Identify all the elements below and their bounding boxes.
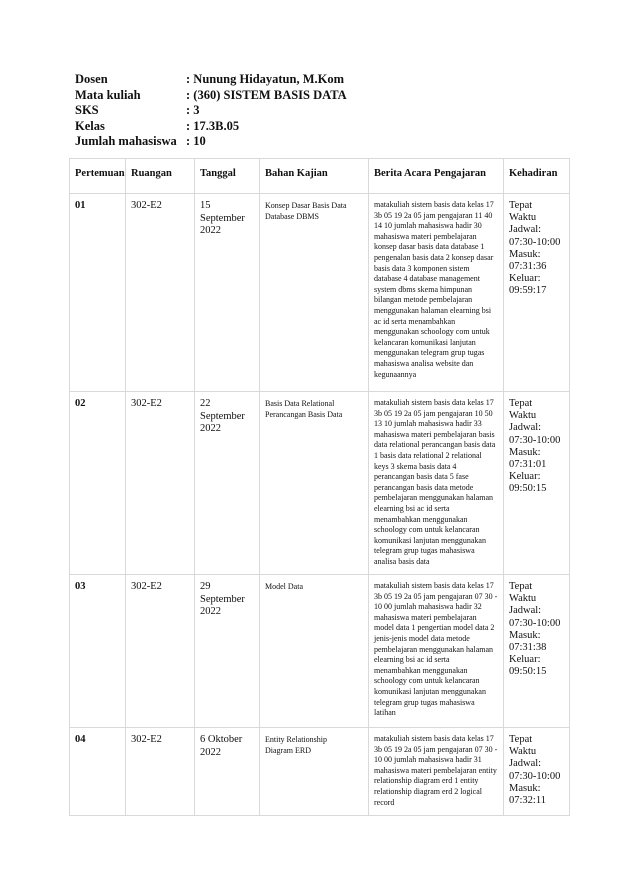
attendance-line: 07:31:38	[509, 642, 547, 654]
info-row-credits	[75, 103, 347, 119]
topic-line: Database DBMS	[265, 212, 319, 221]
info-label: Kelas	[75, 118, 105, 133]
table-header-row	[70, 159, 570, 194]
attendance-line: 09:50:15	[509, 666, 547, 678]
topic-line: Entity Relationship	[265, 735, 327, 744]
info-label: SKS	[75, 103, 99, 117]
header-room: Ruangan	[126, 159, 195, 194]
attendance-line: Masuk:	[509, 248, 541, 260]
date-cell: 22 September 2022	[195, 392, 260, 575]
attendance-line: Keluar:	[509, 654, 541, 666]
topic-line: Basis Data Relational	[265, 399, 335, 408]
info-value: : (360) SISTEM BASIS DATA	[186, 87, 347, 102]
room-cell: 302-E2	[126, 575, 195, 728]
room-cell: 302-E2	[126, 728, 195, 816]
date-cell: 15 September 2022	[195, 194, 260, 392]
info-label: Dosen	[75, 72, 108, 86]
minutes-cell: matakuliah sistem basis data kelas 17 3b 05 19 2a 05 jam pengajaran 11 40 14 10 jumlah mahasiswa hadir 30 mahasiswa materi pembelajaran konsep dasar basis data database 1 pengenalan basis data 2 konsep dasar basis data 3 komponen sistem database 4 database management system dbms skema himpunan bilangan metode pembelajaran menggunakan halaman elearning bsi ac id serta menambahkan menggunakan schoology com untuk kelancaran komunikasi lanjutan menggunakan telegram grup tugas mahasiswa analisa website dan kegunaannya	[369, 194, 504, 392]
course-info	[75, 72, 347, 150]
attendance-line: Waktu	[509, 212, 537, 224]
topic-line: Konsep Dasar Basis Data	[265, 201, 347, 210]
topic-cell	[260, 728, 369, 816]
room-cell: 302-E2	[126, 392, 195, 575]
attendance-cell	[504, 194, 570, 392]
attendance-line: Tepat	[509, 200, 533, 211]
info-row-course	[75, 88, 347, 104]
attendance-line: 07:30-10:00	[509, 770, 561, 782]
attendance-line: Waktu	[509, 410, 537, 422]
header-date: Tanggal	[195, 159, 260, 194]
info-row-class	[75, 119, 347, 135]
attendance-line: Tepat	[509, 398, 533, 409]
teaching-journal-table	[69, 158, 570, 816]
meeting-number: 03	[70, 575, 126, 728]
attendance-line: 09:59:17	[509, 285, 547, 297]
attendance-cell	[504, 575, 570, 728]
attendance-line: 09:50:15	[509, 483, 547, 495]
topic-line: Perancangan Basis Data	[265, 410, 343, 419]
table-row	[70, 728, 570, 816]
attendance-line: Jadwal:	[509, 605, 542, 617]
header-meeting: Pertemuan	[70, 159, 126, 194]
attendance-cell	[504, 728, 570, 816]
meeting-number: 04	[70, 728, 126, 816]
attendance-line: Jadwal:	[509, 224, 542, 236]
topic-cell	[260, 392, 369, 575]
attendance-line: Masuk:	[509, 629, 541, 641]
attendance-line: Keluar:	[509, 273, 541, 285]
info-row-students	[75, 134, 347, 150]
minutes-cell: matakuliah sistem basis data kelas 17 3b 05 19 2a 05 jam pengajaran 07 30 - 10 00 jumlah mahasiswa hadir 31 mahasiswa materi pembelajaran entity relationship diagram erd 1 entity relationship diagram erd 2 logical record	[369, 728, 504, 816]
info-value: : 17.3B.05	[186, 118, 240, 133]
attendance-line: Waktu	[509, 746, 537, 758]
table-row	[70, 575, 570, 728]
attendance-line: 07:32:11	[509, 795, 546, 807]
topic-line: Model Data	[265, 582, 303, 591]
attendance-line: Tepat	[509, 581, 533, 592]
info-value: : 10	[186, 134, 206, 148]
attendance-line: 07:30-10:00	[509, 236, 561, 248]
topic-cell	[260, 194, 369, 392]
date-cell: 6 Oktober 2022	[195, 728, 260, 816]
date-cell: 29 September 2022	[195, 575, 260, 728]
attendance-line: Tepat	[509, 734, 533, 745]
topic-line: Diagram ERD	[265, 746, 311, 755]
attendance-line: 07:30-10:00	[509, 434, 561, 446]
attendance-line: Jadwal:	[509, 758, 542, 770]
table-row	[70, 392, 570, 575]
meeting-number: 01	[70, 194, 126, 392]
info-label: Mata kuliah	[75, 87, 141, 102]
attendance-line: Jadwal:	[509, 422, 542, 434]
info-value: : Nunung Hidayatun, M.Kom	[186, 72, 345, 86]
table-row	[70, 194, 570, 392]
attendance-line: Masuk:	[509, 446, 541, 458]
attendance-line: Keluar:	[509, 471, 541, 483]
attendance-line: Masuk:	[509, 782, 541, 794]
header-minutes: Berita Acara Pengajaran	[369, 159, 504, 194]
info-value: : 3	[186, 103, 200, 117]
header-topic: Bahan Kajian	[260, 159, 369, 194]
attendance-line: 07:31:36	[509, 261, 547, 273]
room-cell: 302-E2	[126, 194, 195, 392]
minutes-cell: matakuliah sistem basis data kelas 17 3b 05 19 2a 05 jam pengajaran 10 50 13 10 jumlah mahasiswa hadir 33 mahasiswa materi pembelajaran basis data relational perancangan basis data 1 basis data relational 2 relational keys 3 skema basis data 4 perancangan basis data 5 fase perancangan basis data metode pembelajaran menggunakan halaman elearning bsi ac id serta menambahkan menggunakan schoology com untuk kelancaran komunikasi lanjutan menggunakan telegram grup tugas mahasiswa analisa basis data	[369, 392, 504, 575]
info-row-lecturer	[75, 72, 347, 88]
attendance-line: 07:31:01	[509, 459, 547, 471]
info-label: Jumlah mahasiswa	[75, 134, 177, 148]
topic-cell	[260, 575, 369, 728]
attendance-line: 07:30-10:00	[509, 617, 561, 629]
attendance-cell	[504, 392, 570, 575]
attendance-line: Waktu	[509, 593, 537, 605]
minutes-cell: matakuliah sistem basis data kelas 17 3b 05 19 2a 05 jam pengajaran 07 30 - 10 00 jumlah mahasiswa hadir 32 mahasiswa materi pembelajaran model data 1 pengertian model data 2 jenis-jenis model data metode pembelajaran menggunakan halaman elearning bsi ac id serta menambahkan menggunakan schoology com untuk kelancaran komunikasi lanjutan menggunakan telegram grup tugas mahasiswa latihan	[369, 575, 504, 728]
meeting-number: 02	[70, 392, 126, 575]
header-attendance: Kehadiran	[504, 159, 570, 194]
